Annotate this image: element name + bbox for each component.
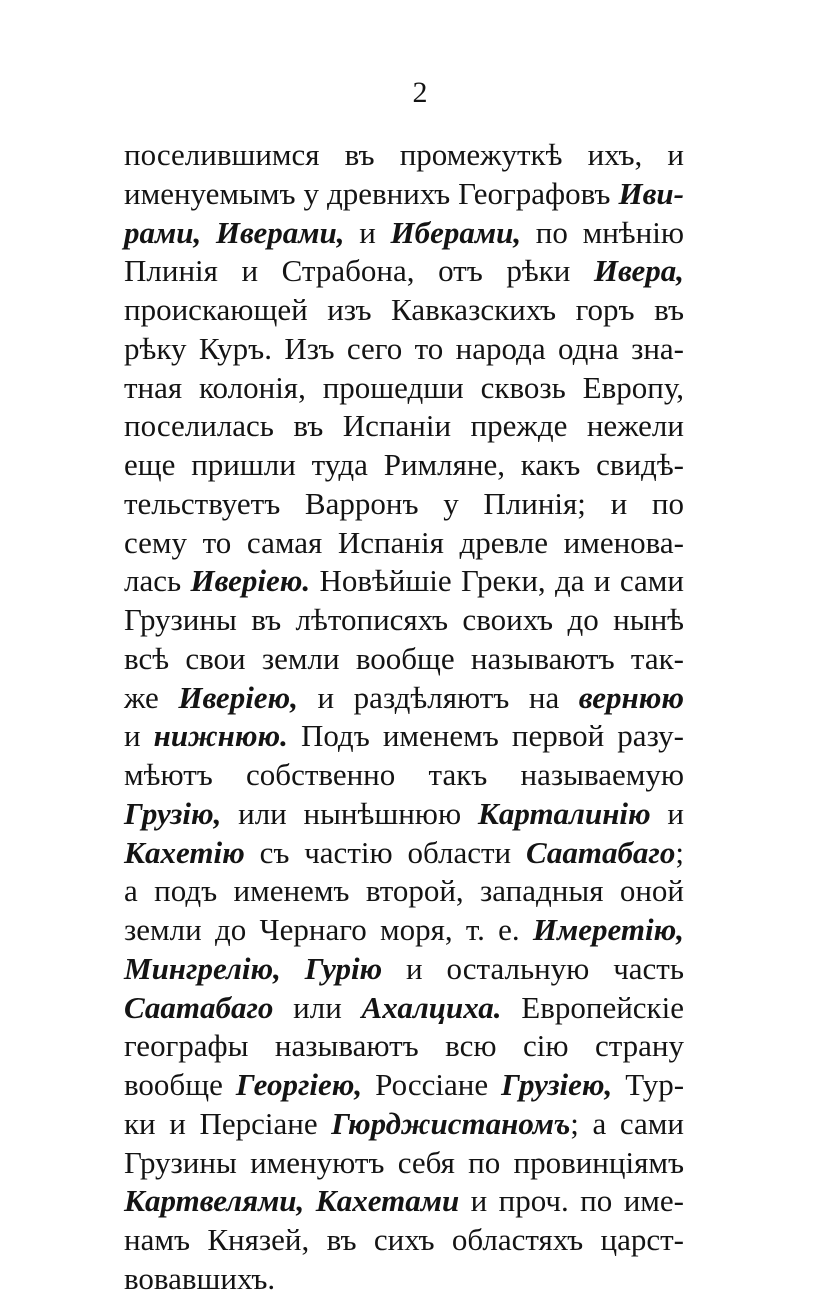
text-segment: ки и Персіане	[124, 1105, 332, 1141]
body-text	[124, 136, 684, 1299]
italic-term: Ахалциха.	[361, 989, 502, 1025]
text-segment: географы называютъ всю сію страну	[124, 1028, 684, 1064]
text-segment: или нынѣшнюю	[221, 795, 478, 831]
text-line	[124, 1221, 684, 1260]
italic-term: Саатабаго	[525, 834, 676, 870]
page-number: 2	[412, 76, 428, 109]
text-line	[124, 175, 684, 214]
text-segment: по мнѣнію	[521, 214, 684, 250]
text-line	[124, 136, 684, 175]
text-segment: ;	[675, 834, 684, 870]
text-segment: всѣ свои земли вообще называютъ так-	[124, 640, 684, 676]
text-line	[124, 679, 684, 718]
italic-term: Грузію,	[124, 795, 222, 831]
text-line	[124, 717, 684, 756]
text-line	[124, 1027, 684, 1066]
text-line	[124, 950, 684, 989]
text-segment: вообще	[124, 1067, 236, 1102]
text-segment: Грузины въ лѣтописяхъ своихъ до нынѣ	[124, 602, 684, 637]
italic-term: Иверіею,	[178, 679, 298, 715]
text-line	[124, 446, 684, 485]
text-segment: тная колонія, прошедши сквозь Европу,	[124, 369, 684, 405]
text-line	[124, 369, 684, 408]
italic-term: Иви-	[618, 175, 684, 211]
text-segment: земли до Чернаго моря, т. е.	[124, 912, 533, 947]
text-segment: Тур-	[612, 1067, 685, 1102]
text-segment: а подъ именемъ второй, западныя оной	[124, 873, 684, 909]
text-line	[124, 756, 684, 795]
text-line	[124, 252, 684, 291]
text-segment: намъ Князей, въ сихъ областяхъ царст-	[124, 1222, 684, 1257]
italic-term: Саатабаго	[124, 989, 274, 1025]
text-line	[124, 601, 684, 640]
italic-term: Картвелями, Кахетами	[124, 1183, 460, 1219]
text-segment: и	[344, 214, 391, 250]
text-segment: именуемымъ у древнихъ Географовъ	[124, 175, 619, 211]
italic-term: Георгіею,	[235, 1067, 363, 1102]
text-line	[124, 291, 684, 330]
text-segment: проискающей изъ Кавказскихъ горъ въ	[124, 292, 684, 327]
text-line	[124, 911, 684, 950]
text-line	[124, 407, 684, 446]
text-line	[124, 214, 684, 253]
text-segment: Плинія и Страбона, отъ рѣки	[124, 253, 594, 289]
text-line	[124, 834, 684, 873]
text-segment: съ частію области	[244, 834, 526, 870]
text-segment: и остальную часть	[382, 950, 684, 986]
italic-term: Иверіею.	[190, 563, 311, 599]
text-segment: Европейскіе	[501, 989, 684, 1025]
text-segment: Россіане	[362, 1067, 502, 1102]
text-line	[124, 562, 684, 601]
italic-term: Иберами,	[390, 214, 522, 250]
text-line	[124, 795, 684, 834]
text-segment: Подъ именемъ первой разу-	[287, 718, 684, 754]
text-line	[124, 1260, 684, 1299]
text-segment: вовавшихъ.	[124, 1260, 276, 1296]
text-segment: лась	[124, 563, 191, 599]
text-line	[124, 1066, 684, 1105]
text-segment: и	[650, 795, 684, 831]
text-segment: и раздѣляютъ на	[297, 679, 579, 715]
italic-term: рами, Иверами,	[124, 214, 345, 250]
text-segment: поселившимся въ промежуткѣ ихъ, и	[124, 137, 684, 172]
text-segment: и проч. по име-	[459, 1183, 684, 1219]
italic-term: Мингрелію, Гурію	[124, 950, 383, 986]
text-line	[124, 524, 684, 563]
text-line	[124, 485, 684, 524]
text-line	[124, 989, 684, 1028]
text-segment: Новѣйшіе Греки, да и сами	[310, 563, 684, 599]
text-line	[124, 1144, 684, 1183]
italic-term: Кахетію	[124, 834, 245, 870]
text-segment: и	[124, 718, 154, 754]
text-segment: рѣку Куръ. Изъ сего то народа одна зна-	[124, 330, 684, 366]
text-segment: поселилась въ Испаніи прежде нежели	[124, 408, 684, 444]
italic-term: вернюю	[578, 679, 684, 715]
text-segment: же	[124, 679, 179, 715]
text-line	[124, 1105, 684, 1144]
text-segment: тельствуетъ Варронъ у Плинія; и по	[124, 485, 684, 521]
text-segment: Грузины именуютъ себя по провинціямъ	[124, 1144, 684, 1180]
text-segment: или	[273, 989, 362, 1025]
italic-term: нижнюю.	[153, 718, 288, 754]
text-line	[124, 1182, 684, 1221]
italic-term: Имеретію,	[532, 912, 684, 947]
text-segment: сему то самая Испанія древле именова-	[124, 524, 684, 560]
italic-term: Карталинію	[477, 795, 651, 831]
text-line	[124, 330, 684, 369]
italic-term: Гюрджистаномъ	[331, 1105, 571, 1141]
text-segment: мѣютъ собственно такъ называемую	[124, 757, 684, 792]
text-line	[124, 872, 684, 911]
text-segment: еще пришли туда Римляне, какъ свидѣ-	[124, 447, 684, 482]
text-line	[124, 640, 684, 679]
italic-term: Ивера,	[593, 253, 684, 289]
italic-term: Грузіею,	[501, 1067, 613, 1102]
text-segment: ; а сами	[570, 1105, 684, 1141]
